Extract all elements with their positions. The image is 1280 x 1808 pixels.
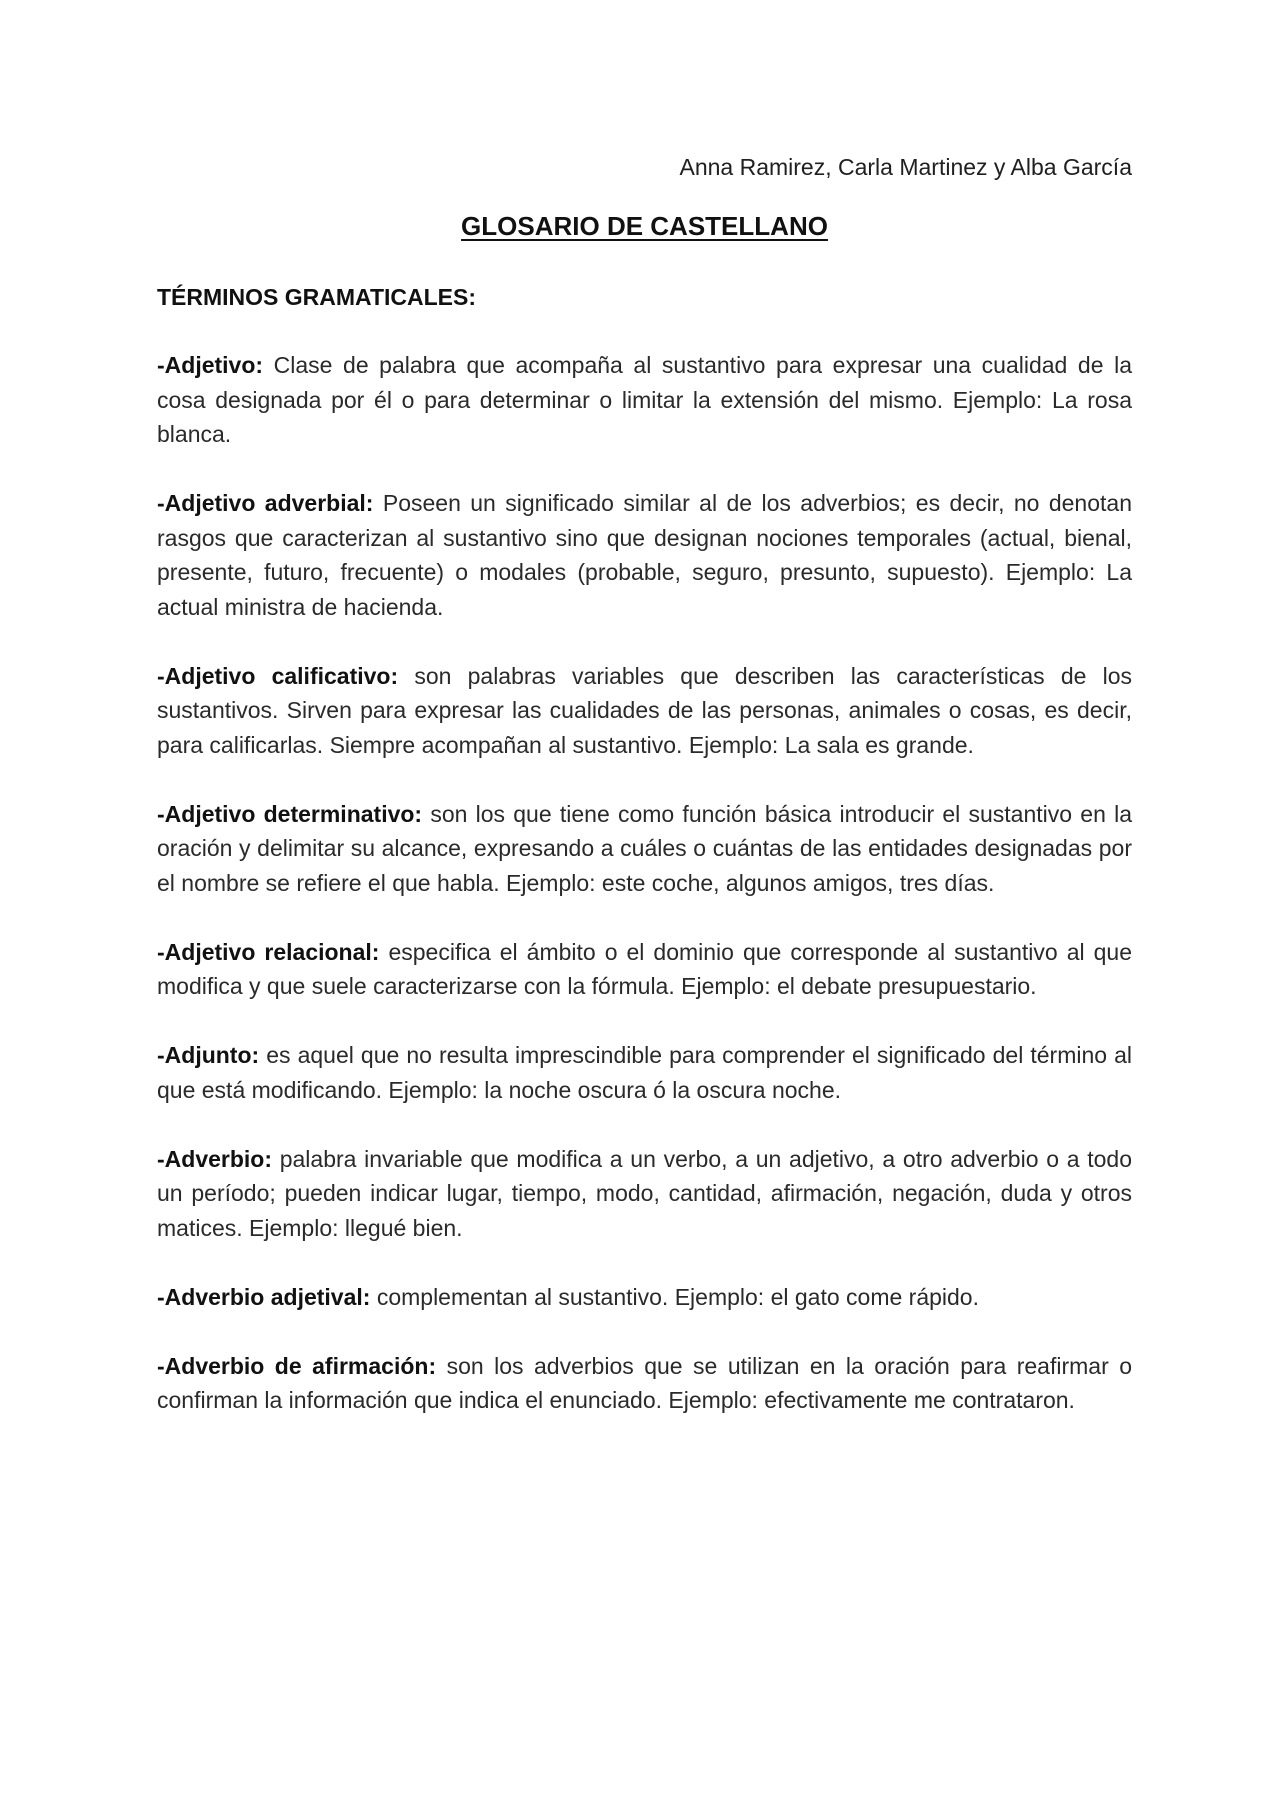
glossary-term: -Adverbio adjetival: [157, 1283, 371, 1310]
glossary-term: -Adverbio de afirmación: [157, 1352, 437, 1379]
glossary-term: -Adjetivo adverbial: [157, 490, 374, 516]
glossary-term: -Adverbio: [157, 1145, 272, 1172]
glossary-entry-adjetivo-calificativo [157, 659, 1132, 763]
glossary-definition: es aquel que no resulta imprescindible para comprender el significado del término al que está modificando. Ejemplo: la noche oscura ó la oscura noche. [157, 1042, 1132, 1103]
glossary-term: -Adjetivo: [157, 352, 264, 378]
glossary-entry-adverbio-de-afirmacion [157, 1349, 1132, 1418]
glossary-list [157, 348, 1132, 1418]
glossary-entry-adjetivo [157, 348, 1132, 452]
glossary-definition: son los adverbios que se utilizan en la oración para reafirmar o confirman la información que indica el enunciado. Ejemplo: efectivamente me contrataron. [157, 1352, 1132, 1413]
glossary-definition: Poseen un significado similar al de los adverbios; es decir, no denotan rasgos que caracterizan al sustantivo sino que designan nociones temporales (actual, bienal, presente, futuro, frecuente) o modales (probable, seguro, presunto, supuesto). Ejemplo: La actual ministra de hacienda. [157, 490, 1132, 620]
glossary-entry-adjetivo-relacional [157, 935, 1132, 1004]
section-heading: TÉRMINOS GRAMATICALES: [157, 284, 477, 310]
authors-line: Anna Ramirez, Carla Martinez y Alba García [679, 154, 1132, 180]
glossary-definition: Clase de palabra que acompaña al sustantivo para expresar una cualidad de la cosa designada por él o para determinar o limitar la extensión del mismo. Ejemplo: La rosa blanca. [157, 352, 1132, 447]
glossary-definition: complementan al sustantivo. Ejemplo: el gato come rápido. [370, 1283, 979, 1310]
glossary-term: -Adjetivo relacional: [157, 938, 380, 965]
glossary-entry-adjetivo-determinativo [157, 797, 1132, 901]
glossary-definition: son palabras variables que describen las características de los sustantivos. Sirven para expresar las cualidades de las personas, animales o cosas, es decir, para calificarlas. Siempre acompañan al sustantivo. Ejemplo: La sala es grande. [157, 662, 1132, 758]
glossary-term: -Adjunto: [157, 1042, 260, 1068]
glossary-entry-adverbio-adjetival [157, 1280, 1132, 1315]
glossary-term: -Adjetivo calificativo: [157, 662, 399, 689]
glossary-definition: son los que tiene como función básica introducir el sustantivo en la oración y delimitar su alcance, expresando a cuáles o cuántas de las entidades designadas por el nombre se refiere el que habla. Ejemplo: este coche, algunos amigos, tres días. [157, 800, 1132, 896]
glossary-entry-adverbio [157, 1142, 1132, 1246]
document-title: GLOSARIO DE CASTELLANO [461, 211, 828, 241]
glossary-term: -Adjetivo determinativo: [157, 800, 423, 827]
glossary-entry-adjetivo-adverbial [157, 486, 1132, 624]
glossary-entry-adjunto [157, 1038, 1132, 1107]
glossary-definition: palabra invariable que modifica a un verbo, a un adjetivo, a otro adverbio o a todo un período; pueden indicar lugar, tiempo, modo, cantidad, afirmación, negación, duda y otros matices. Ejemplo: llegué bien. [157, 1145, 1132, 1241]
glossary-definition: especifica el ámbito o el dominio que corresponde al sustantivo al que modifica y que suele caracterizarse con la fórmula. Ejemplo: el debate presupuestario. [157, 938, 1132, 999]
